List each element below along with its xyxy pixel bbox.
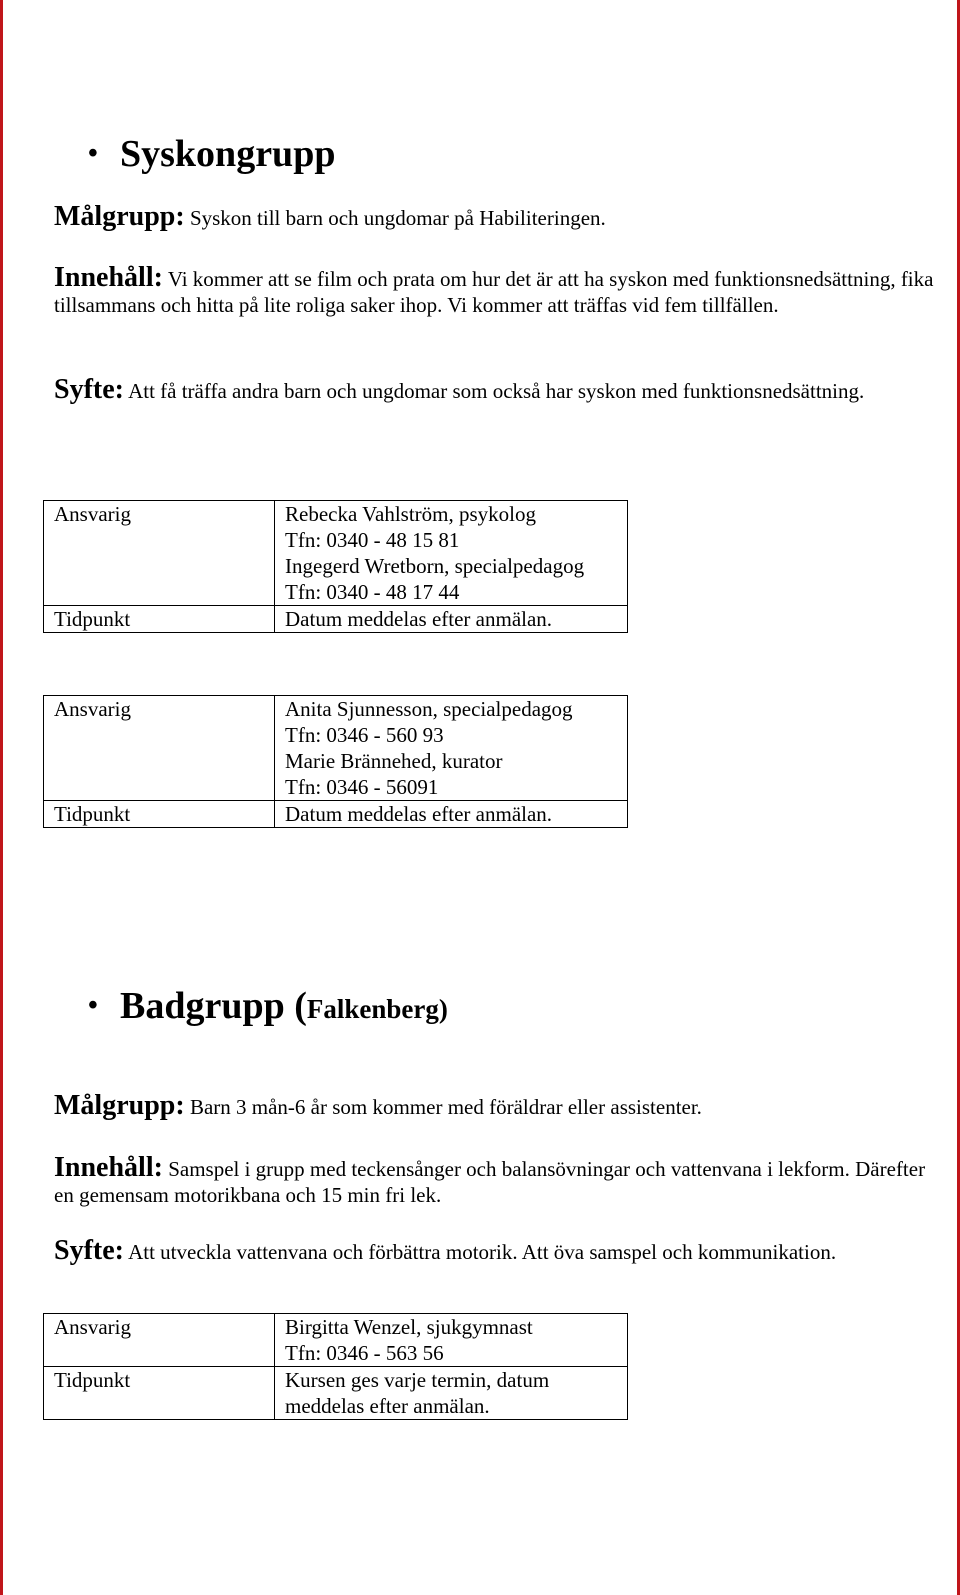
malgrupp-label: Målgrupp: bbox=[54, 201, 185, 232]
ansvarig-line: Anita Sjunnesson, specialpedagog bbox=[285, 697, 573, 721]
syfte-paragraph bbox=[54, 1235, 934, 1266]
contact-table bbox=[43, 500, 628, 633]
malgrupp-label: Målgrupp: bbox=[54, 1090, 185, 1121]
ansvarig-line: Tfn: 0340 - 48 17 44 bbox=[285, 580, 460, 604]
syfte-paragraph bbox=[54, 374, 934, 405]
tidpunkt-value bbox=[275, 801, 628, 828]
ansvarig-value bbox=[275, 501, 628, 606]
table-row bbox=[44, 501, 628, 606]
ansvarig-line: Tfn: 0346 - 56091 bbox=[285, 775, 439, 799]
section-title-suffix: Falkenberg) bbox=[306, 994, 448, 1024]
section-title: Syskongrupp bbox=[120, 133, 336, 175]
contact-table bbox=[43, 695, 628, 828]
malgrupp-text: Barn 3 mån-6 år som kommer med föräldrar eller assistenter. bbox=[189, 1095, 702, 1119]
syfte-text: Att få träffa andra barn och ungdomar som också har syskon med funktionsnedsättning. bbox=[128, 379, 865, 403]
table-row bbox=[44, 801, 628, 828]
contact-table bbox=[43, 1313, 628, 1420]
tidpunkt-line: Kursen ges varje termin, datum bbox=[285, 1368, 550, 1392]
ansvarig-label: Ansvarig bbox=[44, 1314, 275, 1367]
ansvarig-line: Tfn: 0346 - 563 56 bbox=[285, 1341, 444, 1365]
ansvarig-line: Tfn: 0346 - 560 93 bbox=[285, 723, 444, 747]
innehall-label: Innehåll: bbox=[54, 1152, 163, 1183]
tidpunkt-value bbox=[275, 1367, 628, 1420]
malgrupp-text: Syskon till barn och ungdomar på Habiliteringen. bbox=[189, 206, 606, 230]
tidpunkt-label: Tidpunkt bbox=[44, 1367, 275, 1420]
bullet-icon: • bbox=[88, 990, 98, 1021]
innehall-paragraph bbox=[54, 262, 934, 318]
innehall-label: Innehåll: bbox=[54, 262, 163, 293]
ansvarig-label: Ansvarig bbox=[44, 696, 275, 801]
table-row bbox=[44, 1314, 628, 1367]
tidpunkt-label: Tidpunkt bbox=[44, 606, 275, 633]
malgrupp-paragraph bbox=[54, 1090, 934, 1121]
malgrupp-paragraph bbox=[54, 201, 934, 232]
tidpunkt-value bbox=[275, 606, 628, 633]
ansvarig-line: Tfn: 0340 - 48 15 81 bbox=[285, 528, 460, 552]
tidpunkt-line: Datum meddelas efter anmälan. bbox=[285, 607, 553, 631]
page-border-left bbox=[0, 0, 3, 1595]
syfte-text: Att utveckla vattenvana och förbättra motorik. Att öva samspel och kommunikation. bbox=[128, 1240, 837, 1264]
syfte-label: Syfte: bbox=[54, 1235, 124, 1266]
ansvarig-line: Rebecka Vahlström, psykolog bbox=[285, 502, 536, 526]
innehall-text: Samspel i grupp med teckensånger och balansövningar och vattenvana i lekform. Därefter en gemensam motorikbana och 15 min fri lek. bbox=[54, 1157, 926, 1207]
table-row bbox=[44, 1367, 628, 1420]
syfte-label: Syfte: bbox=[54, 374, 124, 405]
innehall-paragraph bbox=[54, 1152, 934, 1208]
tidpunkt-line: Datum meddelas efter anmälan. bbox=[285, 802, 553, 826]
tidpunkt-label: Tidpunkt bbox=[44, 801, 275, 828]
section-heading-syskongrupp bbox=[88, 131, 335, 177]
table-row bbox=[44, 696, 628, 801]
ansvarig-label: Ansvarig bbox=[44, 501, 275, 606]
ansvarig-value bbox=[275, 1314, 628, 1367]
bullet-icon: • bbox=[88, 138, 98, 169]
ansvarig-line: Ingegerd Wretborn, specialpedagog bbox=[285, 554, 585, 578]
ansvarig-value bbox=[275, 696, 628, 801]
tidpunkt-line: meddelas efter anmälan. bbox=[285, 1394, 490, 1418]
table-row bbox=[44, 606, 628, 633]
section-title: Badgrupp ( bbox=[120, 985, 307, 1027]
ansvarig-line: Marie Brännehed, kurator bbox=[285, 749, 503, 773]
ansvarig-line: Birgitta Wenzel, sjukgymnast bbox=[285, 1315, 533, 1339]
innehall-text: Vi kommer att se film och prata om hur det är att ha syskon med funktionsnedsättning, fika tillsammans och hitta på lite roliga saker ihop. Vi kommer att träffas vid fem tillfällen. bbox=[54, 267, 934, 317]
section-heading-badgrupp bbox=[88, 983, 448, 1032]
